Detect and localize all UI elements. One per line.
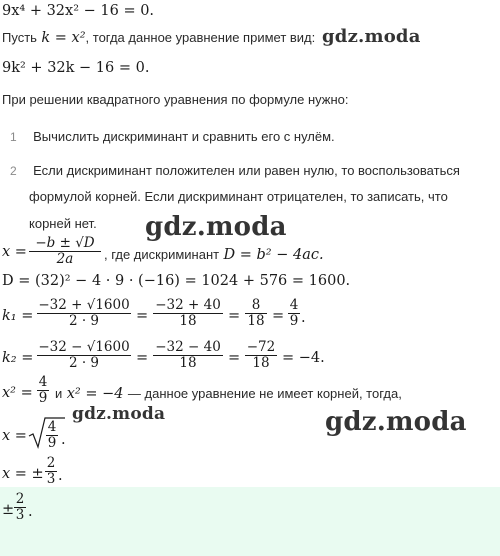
equals: = xyxy=(228,308,241,324)
k2-f1-den: 2 · 9 xyxy=(68,355,100,371)
x2-num: 4 xyxy=(38,374,48,390)
k1-fraction-2 xyxy=(152,298,224,329)
formula-fraction xyxy=(28,236,102,267)
k2-f1-num: −32 − √1600 xyxy=(38,339,130,355)
xpm-num: 2 xyxy=(46,455,56,471)
x2-second: x² = −4 xyxy=(66,386,124,402)
watermark-top: gdz.moda xyxy=(322,26,421,47)
xroot-lhs: x = xyxy=(2,428,27,444)
substitution-text: , тогда данное уравнение примет вид: xyxy=(85,30,316,45)
watermark-right: gdz.moda xyxy=(325,407,467,437)
watermark-middle: gdz.moda xyxy=(145,212,287,242)
x2-lhs: x² = xyxy=(2,385,33,401)
k1-fraction-3 xyxy=(244,298,268,329)
xroot-fraction xyxy=(45,420,59,451)
rule-intro: При решении квадратного уравнения по формуле нужно: xyxy=(2,92,349,107)
step-1 xyxy=(10,128,335,146)
answer-sign: ± xyxy=(2,502,15,518)
k1-f4-den: 9 xyxy=(289,313,299,329)
discriminant-calc: D = (32)² − 4 · 9 · (−16) = 1024 + 576 = 1600. xyxy=(2,273,351,289)
equation-substituted: 9k² + 32k − 16 = 0. xyxy=(2,60,150,76)
period: . xyxy=(28,504,33,520)
k1-lhs: k₁ = xyxy=(2,308,34,324)
k1-fraction-4 xyxy=(287,298,301,329)
xroot-num: 4 xyxy=(47,419,57,435)
formula-denominator: 2a xyxy=(56,251,74,267)
step-2-text-a: Если дискриминант положителен или равен нулю, то воспользоваться xyxy=(33,163,460,178)
k2-f2-den: 18 xyxy=(179,355,197,371)
step-2-text-b: формулой корней. Если дискриминант отрицателен, то записать, что xyxy=(29,189,448,204)
step-1-number: 1 xyxy=(10,130,17,144)
watermark-small: gdz.moda xyxy=(72,404,166,424)
answer-box xyxy=(0,487,500,556)
substitution-line xyxy=(2,29,315,47)
x2-fraction xyxy=(36,375,50,406)
xpm-den: 3 xyxy=(46,471,56,487)
period: . xyxy=(301,310,306,326)
x2-text: — данное уравнение не имеет корней, тогда, xyxy=(127,386,402,401)
step-2-text-c: корней нет. xyxy=(29,216,97,231)
answer-den: 3 xyxy=(15,507,25,523)
k1-f1-den: 2 · 9 xyxy=(68,313,100,329)
k2-f3-den: 18 xyxy=(252,355,270,371)
k1-f1-num: −32 + √1600 xyxy=(38,297,130,313)
k2-lhs: k₂ = xyxy=(2,350,34,366)
k2-fraction-2 xyxy=(152,340,224,371)
k1-f4-num: 4 xyxy=(289,297,299,313)
x2-rest xyxy=(55,385,402,403)
xroot-den: 9 xyxy=(47,435,57,451)
k1-f3-den: 18 xyxy=(247,313,265,329)
step-2 xyxy=(10,162,460,180)
step-1-text: Вычислить дискриминант и сравнить его с нулём. xyxy=(33,129,335,144)
substitution-let: Пусть xyxy=(2,30,37,45)
x2-and: и xyxy=(55,386,63,401)
k1-f2-den: 18 xyxy=(179,313,197,329)
k2-f2-num: −32 − 40 xyxy=(155,339,221,355)
k2-fraction-1 xyxy=(36,340,132,371)
formula-numerator: −b ± √D xyxy=(35,235,95,251)
period: . xyxy=(61,432,66,448)
answer-num: 2 xyxy=(15,491,25,507)
xpm-fraction xyxy=(44,456,58,487)
formula-description xyxy=(104,246,324,264)
k1-f2-num: −32 + 40 xyxy=(155,297,221,313)
k1-f3-num: 8 xyxy=(251,297,261,313)
period: . xyxy=(58,468,63,484)
formula-discriminant: D = b² − 4ac. xyxy=(223,247,324,263)
step-2-number: 2 xyxy=(10,164,17,178)
k1-fraction-1 xyxy=(36,298,132,329)
k2-fraction-3 xyxy=(244,340,278,371)
k2-f3-num: −72 xyxy=(246,339,276,355)
answer-fraction xyxy=(13,492,27,523)
equals: = xyxy=(136,308,149,324)
formula-x: x = xyxy=(2,244,27,260)
formula-text: , где дискриминант xyxy=(104,247,220,262)
equation-original: 9x⁴ + 32x² − 16 = 0. xyxy=(2,3,155,19)
xpm-lhs: x = ± xyxy=(2,466,44,482)
equals: = xyxy=(136,350,149,366)
x2-den: 9 xyxy=(38,390,48,406)
substitution-variable: k = x² xyxy=(41,30,86,46)
equals: = xyxy=(272,308,285,324)
k2-result: = −4. xyxy=(282,350,325,366)
equals: = xyxy=(228,350,241,366)
